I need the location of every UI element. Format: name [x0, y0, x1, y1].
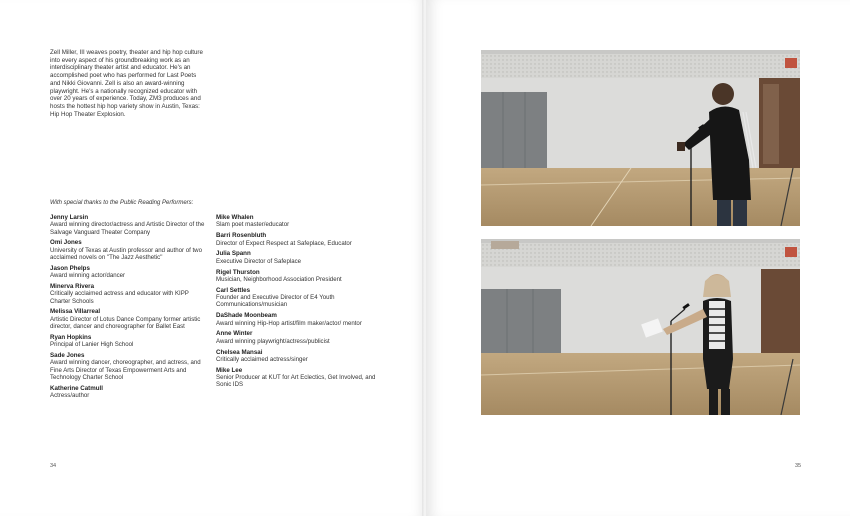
photo-male-performer — [481, 50, 800, 226]
performer-entry — [50, 283, 208, 305]
performer-role: Award winning dancer, choreographer, and actress, and Fine Arts Director of Texas Empowerment Arts and Technology Charter School — [50, 359, 201, 381]
performer-entry — [50, 239, 208, 261]
performers-column-2 — [216, 214, 376, 392]
performer-role: Senior Producer at KUT for Art Eclectics, Get Involved, and Sonic IDS — [216, 374, 376, 389]
performer-role: Executive Director of Safeplace — [216, 257, 302, 265]
performer-role: Artistic Director of Lotus Dance Company former artistic director, dancer and choreographer for Ballet East — [50, 315, 201, 331]
performer-entry — [50, 385, 208, 400]
performer-entry — [50, 352, 208, 381]
performer-entry — [216, 250, 376, 265]
performer-entry — [50, 214, 208, 236]
performer-role: Principal of Lanier High School — [50, 341, 134, 349]
performer-entry — [216, 349, 376, 364]
performer-name: Minerva Rivera — [50, 283, 95, 291]
page-number-left: 34 — [50, 463, 57, 469]
performer-role: Actress/author — [50, 392, 90, 400]
performers-column-1 — [50, 214, 208, 403]
performer-name: Chelsea Mansai — [216, 348, 263, 356]
left-page — [0, 0, 424, 516]
performer-name: Melissa Villarreal — [50, 308, 101, 316]
performer-role: Critically acclaimed actress and educator with KIPP Charter Schools — [50, 290, 189, 305]
performer-name: Mike Lee — [216, 366, 243, 374]
performer-entry — [216, 367, 376, 389]
performer-name: Barri Rosenbluth — [216, 232, 267, 240]
performer-entry — [216, 269, 376, 284]
performer-role: University of Texas at Austin professor and author of two acclaimed novels on "The Jazz Aesthetic" — [50, 246, 202, 262]
performer-name: Anne Winter — [216, 330, 253, 338]
page-number-right: 35 — [795, 463, 802, 469]
performer-name: Carl Settles — [216, 286, 251, 294]
performer-entry — [216, 330, 376, 345]
performer-name: Ryan Hopkins — [50, 333, 92, 341]
performer-role: Award winning director/actress and Artistic Director of the Salvage Vanguard Theater Company — [50, 221, 205, 236]
performer-name: Jason Phelps — [50, 264, 90, 272]
performer-entry — [216, 214, 376, 229]
performer-name: Omi Jones — [50, 239, 82, 247]
performer-name: DaShade Moonbeam — [216, 312, 277, 320]
performer-name: Jenny Larsin — [50, 214, 89, 221]
performer-entry — [50, 265, 208, 280]
performer-role: Critically acclaimed actress/singer — [216, 356, 308, 364]
performer-role: Founder and Executive Director of E4 Youth Communications/musician — [216, 294, 335, 309]
performer-role: Award winning actor/dancer — [50, 272, 126, 280]
performer-role: Award winning Hip-Hop artist/film maker/actor/ mentor — [216, 319, 362, 327]
performer-entry — [50, 334, 208, 349]
performer-entry — [50, 308, 208, 330]
performer-name: Julia Spann — [216, 250, 251, 258]
performer-name: Rigel Thurston — [216, 268, 260, 276]
performer-name: Katherine Catmull — [50, 384, 103, 392]
performer-entry — [216, 287, 376, 309]
performer-entry — [216, 232, 376, 247]
bio-paragraph: Zell Miller, III weaves poetry, theater and hip hop culture into every aspect of his groundbreaking work as an interdisciplinary theater artist and educator. He's an accomplished poet who has performed for Last Poets and Nikki Giovanni. Zell is also an award-winning playwright. He's a nationally recognized educator with over 20 years of experience. Today, ZM3 produces and hosts the hottest hip hop variety show in Austin, Texas: Hip Hop Theater Explosion. — [50, 49, 203, 118]
performer-role: Slam poet master/educator — [216, 221, 290, 229]
thanks-heading: With special thanks to the Public Reading Performers: — [50, 200, 194, 206]
performer-entry — [216, 312, 376, 327]
performer-name: Mike Whalen — [216, 214, 254, 221]
performer-name: Sade Jones — [50, 352, 85, 360]
performer-role: Musician, Neighborhood Association President — [216, 276, 342, 284]
performer-role: Director of Expect Respect at Safeplace, Educator — [216, 239, 352, 247]
photo-female-performer — [481, 239, 800, 415]
performer-role: Award winning playwright/actress/publicist — [216, 337, 330, 345]
